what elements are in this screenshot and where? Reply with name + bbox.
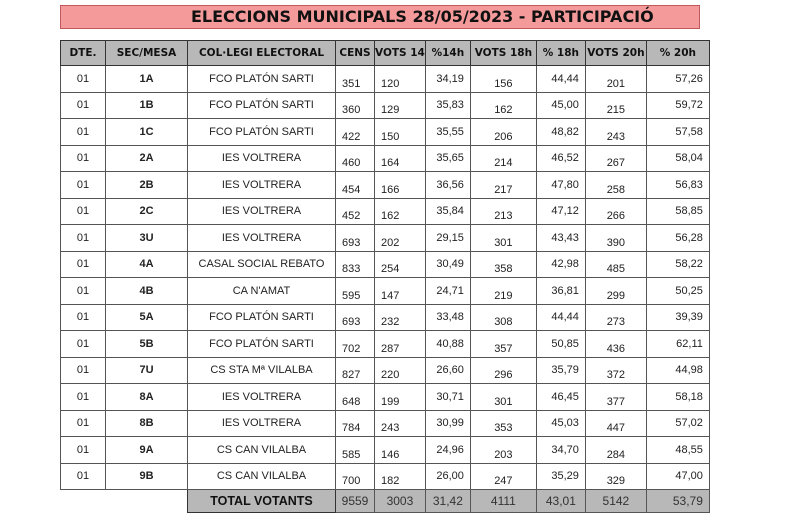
table-row bbox=[61, 278, 710, 305]
cell-dte: 01 bbox=[61, 119, 106, 146]
table-row bbox=[61, 331, 710, 358]
cell-dte: 01 bbox=[61, 357, 106, 384]
cell-vots18: 219 bbox=[470, 278, 536, 305]
cell-vots20: 267 bbox=[585, 145, 646, 172]
cell-vots14: 287 bbox=[375, 331, 426, 358]
cell-cens: 351 bbox=[336, 66, 375, 93]
col-header-vots18: VOTS 18h bbox=[470, 41, 536, 66]
cell-pct14: 30,99 bbox=[425, 410, 470, 437]
table-row bbox=[61, 437, 710, 464]
cell-vots18: 358 bbox=[470, 251, 536, 278]
total-vots20: 5142 bbox=[585, 490, 646, 513]
cell-vots18: 296 bbox=[470, 357, 536, 384]
col-header-colegi: COL·LEGI ELECTORAL bbox=[188, 41, 336, 66]
cell-pct14: 29,15 bbox=[425, 225, 470, 252]
cell-pct20: 58,04 bbox=[646, 145, 709, 172]
cell-sec-mesa: 9A bbox=[106, 437, 188, 464]
cell-pct18: 46,45 bbox=[536, 384, 585, 411]
cell-pct18: 35,29 bbox=[536, 463, 585, 490]
table-row bbox=[61, 410, 710, 437]
cell-cens: 460 bbox=[336, 145, 375, 172]
cell-colegi: IES VOLTRERA bbox=[188, 145, 336, 172]
cell-dte: 01 bbox=[61, 278, 106, 305]
cell-colegi: CASAL SOCIAL REBATO bbox=[188, 251, 336, 278]
cell-vots20: 273 bbox=[585, 304, 646, 331]
totals-row bbox=[61, 490, 710, 513]
cell-sec-mesa: 9B bbox=[106, 463, 188, 490]
cell-pct18: 48,82 bbox=[536, 119, 585, 146]
cell-vots18: 206 bbox=[470, 119, 536, 146]
cell-vots20: 215 bbox=[585, 92, 646, 119]
col-header-sec-mesa: SEC/MESA bbox=[106, 41, 188, 66]
cell-pct18: 47,12 bbox=[536, 198, 585, 225]
cell-colegi: IES VOLTRERA bbox=[188, 225, 336, 252]
cell-sec-mesa: 5B bbox=[106, 331, 188, 358]
cell-pct20: 44,98 bbox=[646, 357, 709, 384]
cell-colegi: FCO PLATÓN SARTI bbox=[188, 304, 336, 331]
cell-vots20: 485 bbox=[585, 251, 646, 278]
table-row bbox=[61, 92, 710, 119]
cell-vots20: 372 bbox=[585, 357, 646, 384]
cell-cens: 360 bbox=[336, 92, 375, 119]
cell-cens: 452 bbox=[336, 198, 375, 225]
cell-pct18: 45,03 bbox=[536, 410, 585, 437]
cell-pct14: 33,48 bbox=[425, 304, 470, 331]
cell-pct18: 42,98 bbox=[536, 251, 585, 278]
cell-cens: 693 bbox=[336, 304, 375, 331]
cell-cens: 422 bbox=[336, 119, 375, 146]
cell-vots20: 284 bbox=[585, 437, 646, 464]
table-row bbox=[61, 145, 710, 172]
cell-vots18: 301 bbox=[470, 225, 536, 252]
cell-vots18: 308 bbox=[470, 304, 536, 331]
cell-dte: 01 bbox=[61, 172, 106, 199]
cell-sec-mesa: 2A bbox=[106, 145, 188, 172]
table-row bbox=[61, 251, 710, 278]
cell-pct14: 34,19 bbox=[425, 66, 470, 93]
cell-vots18: 156 bbox=[470, 66, 536, 93]
cell-vots20: 377 bbox=[585, 384, 646, 411]
cell-pct18: 44,44 bbox=[536, 66, 585, 93]
cell-cens: 585 bbox=[336, 437, 375, 464]
cell-colegi: CA N'AMAT bbox=[188, 278, 336, 305]
cell-vots20: 329 bbox=[585, 463, 646, 490]
cell-colegi: CS CAN VILALBA bbox=[188, 463, 336, 490]
cell-sec-mesa: 1C bbox=[106, 119, 188, 146]
table-row bbox=[61, 172, 710, 199]
header-row bbox=[61, 41, 710, 66]
cell-pct14: 35,84 bbox=[425, 198, 470, 225]
cell-dte: 01 bbox=[61, 92, 106, 119]
cell-vots18: 247 bbox=[470, 463, 536, 490]
cell-colegi: FCO PLATÓN SARTI bbox=[188, 66, 336, 93]
cell-pct18: 36,81 bbox=[536, 278, 585, 305]
cell-pct20: 58,85 bbox=[646, 198, 709, 225]
totals-spacer bbox=[61, 490, 188, 513]
cell-vots14: 164 bbox=[375, 145, 426, 172]
cell-vots18: 214 bbox=[470, 145, 536, 172]
cell-vots20: 447 bbox=[585, 410, 646, 437]
cell-sec-mesa: 4B bbox=[106, 278, 188, 305]
cell-pct20: 47,00 bbox=[646, 463, 709, 490]
cell-cens: 693 bbox=[336, 225, 375, 252]
cell-vots20: 243 bbox=[585, 119, 646, 146]
cell-pct18: 46,52 bbox=[536, 145, 585, 172]
cell-dte: 01 bbox=[61, 410, 106, 437]
col-header-vots14: VOTS 14 bbox=[375, 41, 426, 66]
cell-pct14: 30,71 bbox=[425, 384, 470, 411]
cell-dte: 01 bbox=[61, 463, 106, 490]
cell-pct20: 56,28 bbox=[646, 225, 709, 252]
cell-cens: 702 bbox=[336, 331, 375, 358]
cell-pct14: 35,83 bbox=[425, 92, 470, 119]
table-row bbox=[61, 384, 710, 411]
cell-vots18: 203 bbox=[470, 437, 536, 464]
cell-pct20: 50,25 bbox=[646, 278, 709, 305]
cell-sec-mesa: 2C bbox=[106, 198, 188, 225]
cell-vots14: 220 bbox=[375, 357, 426, 384]
cell-pct14: 26,00 bbox=[425, 463, 470, 490]
cell-vots14: 120 bbox=[375, 66, 426, 93]
cell-sec-mesa: 1B bbox=[106, 92, 188, 119]
cell-dte: 01 bbox=[61, 145, 106, 172]
cell-vots14: 232 bbox=[375, 304, 426, 331]
cell-vots18: 217 bbox=[470, 172, 536, 199]
cell-dte: 01 bbox=[61, 225, 106, 252]
cell-vots14: 182 bbox=[375, 463, 426, 490]
totals-label: TOTAL VOTANTS bbox=[188, 490, 336, 513]
cell-vots20: 201 bbox=[585, 66, 646, 93]
cell-colegi: FCO PLATÓN SARTI bbox=[188, 331, 336, 358]
cell-pct20: 57,02 bbox=[646, 410, 709, 437]
table-row bbox=[61, 304, 710, 331]
cell-colegi: IES VOLTRERA bbox=[188, 384, 336, 411]
total-pct14: 31,42 bbox=[425, 490, 470, 513]
table-row bbox=[61, 463, 710, 490]
cell-vots14: 254 bbox=[375, 251, 426, 278]
cell-vots14: 129 bbox=[375, 92, 426, 119]
cell-sec-mesa: 4A bbox=[106, 251, 188, 278]
cell-pct14: 26,60 bbox=[425, 357, 470, 384]
cell-cens: 648 bbox=[336, 384, 375, 411]
table-row bbox=[61, 357, 710, 384]
cell-vots18: 357 bbox=[470, 331, 536, 358]
cell-dte: 01 bbox=[61, 251, 106, 278]
col-header-cens: CENS bbox=[336, 41, 375, 66]
cell-dte: 01 bbox=[61, 304, 106, 331]
participation-table bbox=[60, 40, 710, 513]
total-pct20: 53,79 bbox=[646, 490, 709, 513]
cell-vots18: 213 bbox=[470, 198, 536, 225]
cell-colegi: IES VOLTRERA bbox=[188, 410, 336, 437]
cell-pct20: 58,18 bbox=[646, 384, 709, 411]
col-header-pct14: %14h bbox=[425, 41, 470, 66]
cell-pct20: 48,55 bbox=[646, 437, 709, 464]
cell-colegi: FCO PLATÓN SARTI bbox=[188, 119, 336, 146]
table-row bbox=[61, 198, 710, 225]
cell-dte: 01 bbox=[61, 331, 106, 358]
cell-pct18: 47,80 bbox=[536, 172, 585, 199]
cell-pct20: 58,22 bbox=[646, 251, 709, 278]
cell-pct14: 35,65 bbox=[425, 145, 470, 172]
cell-vots14: 202 bbox=[375, 225, 426, 252]
cell-pct14: 36,56 bbox=[425, 172, 470, 199]
cell-dte: 01 bbox=[61, 384, 106, 411]
cell-vots18: 301 bbox=[470, 384, 536, 411]
cell-sec-mesa: 8B bbox=[106, 410, 188, 437]
cell-pct20: 39,39 bbox=[646, 304, 709, 331]
cell-vots14: 243 bbox=[375, 410, 426, 437]
cell-pct18: 35,79 bbox=[536, 357, 585, 384]
table-row bbox=[61, 225, 710, 252]
cell-cens: 784 bbox=[336, 410, 375, 437]
col-header-dte: DTE. bbox=[61, 41, 106, 66]
cell-colegi: CS STA Mª VILALBA bbox=[188, 357, 336, 384]
cell-pct18: 50,85 bbox=[536, 331, 585, 358]
cell-vots18: 162 bbox=[470, 92, 536, 119]
total-pct18: 43,01 bbox=[536, 490, 585, 513]
cell-vots14: 162 bbox=[375, 198, 426, 225]
cell-cens: 595 bbox=[336, 278, 375, 305]
cell-pct14: 35,55 bbox=[425, 119, 470, 146]
cell-dte: 01 bbox=[61, 198, 106, 225]
cell-sec-mesa: 8A bbox=[106, 384, 188, 411]
cell-pct18: 45,00 bbox=[536, 92, 585, 119]
cell-pct18: 34,70 bbox=[536, 437, 585, 464]
cell-dte: 01 bbox=[61, 66, 106, 93]
cell-colegi: IES VOLTRERA bbox=[188, 172, 336, 199]
col-header-pct20: % 20h bbox=[646, 41, 709, 66]
cell-cens: 700 bbox=[336, 463, 375, 490]
cell-vots20: 390 bbox=[585, 225, 646, 252]
cell-vots20: 258 bbox=[585, 172, 646, 199]
cell-pct20: 56,83 bbox=[646, 172, 709, 199]
cell-vots20: 299 bbox=[585, 278, 646, 305]
cell-vots18: 353 bbox=[470, 410, 536, 437]
cell-pct20: 62,11 bbox=[646, 331, 709, 358]
cell-vots14: 150 bbox=[375, 119, 426, 146]
cell-sec-mesa: 7U bbox=[106, 357, 188, 384]
cell-vots14: 146 bbox=[375, 437, 426, 464]
cell-cens: 827 bbox=[336, 357, 375, 384]
cell-pct14: 24,71 bbox=[425, 278, 470, 305]
cell-vots14: 147 bbox=[375, 278, 426, 305]
table-row bbox=[61, 66, 710, 93]
cell-vots14: 166 bbox=[375, 172, 426, 199]
cell-colegi: IES VOLTRERA bbox=[188, 198, 336, 225]
total-vots18: 4111 bbox=[470, 490, 536, 513]
cell-pct18: 44,44 bbox=[536, 304, 585, 331]
table-row bbox=[61, 119, 710, 146]
cell-colegi: CS CAN VILALBA bbox=[188, 437, 336, 464]
cell-pct20: 59,72 bbox=[646, 92, 709, 119]
col-header-pct18: % 18h bbox=[536, 41, 585, 66]
cell-colegi: FCO PLATÓN SARTI bbox=[188, 92, 336, 119]
cell-dte: 01 bbox=[61, 437, 106, 464]
page-title: ELECCIONS MUNICIPALS 28/05/2023 - PARTICIPACIÓ bbox=[60, 5, 700, 29]
cell-vots20: 266 bbox=[585, 198, 646, 225]
cell-sec-mesa: 1A bbox=[106, 66, 188, 93]
cell-cens: 833 bbox=[336, 251, 375, 278]
cell-pct18: 43,43 bbox=[536, 225, 585, 252]
cell-vots14: 199 bbox=[375, 384, 426, 411]
cell-vots20: 436 bbox=[585, 331, 646, 358]
cell-sec-mesa: 3U bbox=[106, 225, 188, 252]
cell-sec-mesa: 2B bbox=[106, 172, 188, 199]
cell-pct14: 24,96 bbox=[425, 437, 470, 464]
col-header-vots20: VOTS 20h bbox=[585, 41, 646, 66]
total-vots14: 3003 bbox=[375, 490, 426, 513]
cell-pct20: 57,58 bbox=[646, 119, 709, 146]
cell-pct14: 30,49 bbox=[425, 251, 470, 278]
cell-cens: 454 bbox=[336, 172, 375, 199]
cell-sec-mesa: 5A bbox=[106, 304, 188, 331]
cell-pct14: 40,88 bbox=[425, 331, 470, 358]
cell-pct20: 57,26 bbox=[646, 66, 709, 93]
total-cens: 9559 bbox=[336, 490, 375, 513]
